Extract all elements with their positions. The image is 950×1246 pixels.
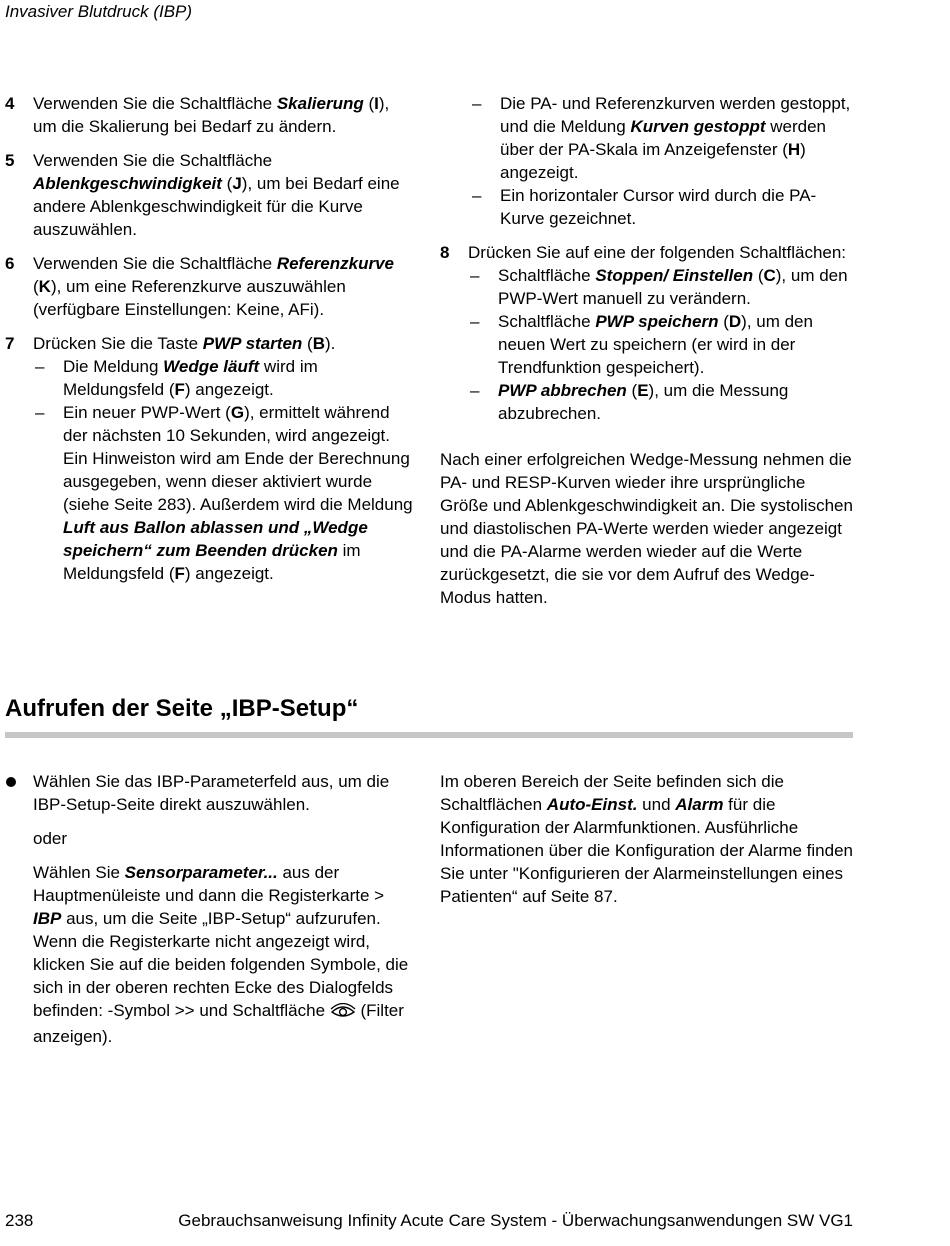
step-number: 6: [5, 254, 15, 273]
sub-item: – Ein neuer PWP-Wert (G), ermittelt während der nächsten 10 Sekunden, wird angezeigt. Ein Hinweiston wird am Ende der Berechnung ausgegeben, wenn dieser aktiviert wurde (siehe Seite 283). Außerdem wird die Meldung Luft aus Ballon ablassen und „Wedge speichern“ zum Beenden drücken im Meldungsfeld (F) angezeigt.: [35, 403, 413, 583]
step-number: 5: [5, 151, 15, 170]
left-column-steps: [5, 92, 417, 596]
step-text: Verwenden Sie die Schaltfläche Referenzkurve (K), um eine Referenzkurve auszuwählen (verfügbare Einstellungen: Keine, AFi).: [33, 254, 394, 319]
sub-item: – Die PA- und Referenzkurven werden gestoppt, und die Meldung Kurven gestoppt werden über der PA-Skala im Anzeigefenster (H) angezeigt.: [472, 94, 851, 182]
step-number: 4: [5, 94, 15, 113]
double-chevron-icon: >>: [174, 1001, 195, 1020]
step-number: 8: [440, 243, 450, 262]
bullet-item: Wählen Sie das IBP-Parameterfeld aus, um die IBP-Setup-Seite direkt auszuwählen.: [5, 770, 417, 816]
alarm-config-paragraph: Im oberen Bereich der Seite befinden sich die Schaltflächen Auto-Einst. und Alarm für die Konfiguration der Alarmfunktionen. Ausführliche Informationen über die Konfiguration der Alarme finden Sie unter "Konfigurieren der Alarmeinstellungen eines Patienten“ auf Seite 87.: [440, 772, 853, 906]
step-text: Verwenden Sie die Schaltfläche Skalierung (I), um die Skalierung bei Bedarf zu ändern.: [33, 94, 390, 136]
left-column-setup: [5, 770, 417, 1048]
wedge-result-paragraph: Nach einer erfolgreichen Wedge-Messung nehmen die PA- und RESP-Kurven wieder ihre ursprüngliche Größe und Ablenkgeschwindigkeit an. Die systolischen und diastolischen PA-Werte werden wieder angezeigt und die PA-Alarme werden wieder auf die Werte zurückgesetzt, die sie vor dem Aufruf des Wedge-Modus hatten.: [440, 450, 853, 607]
section-heading: Aufrufen der Seite „IBP-Setup“: [5, 695, 359, 722]
section-divider: [5, 732, 853, 738]
footer-document-title: Gebrauchsanweisung Infinity Acute Care System - Überwachungsanwendungen SW VG1: [178, 1211, 853, 1230]
running-header: Invasiver Blutdruck (IBP): [5, 2, 193, 21]
step-6: [5, 252, 417, 321]
page-number: 238: [5, 1211, 34, 1230]
oder-text: oder: [33, 829, 68, 848]
bullet-icon: [5, 770, 33, 816]
right-column-steps: [440, 92, 855, 620]
right-column-setup: [440, 770, 855, 908]
sub-item: – Schaltfläche PWP speichern (D), um den neuen Wert zu speichern (er wird in der Trendfunktion gespeichert).: [470, 312, 813, 377]
step-8: [440, 241, 855, 425]
step-4: [5, 92, 417, 138]
setup-instructions: Wählen Sie Sensorparameter... aus der Hauptmenüleiste und dann die Registerkarte > IBP aus, um die Seite „IBP-Setup“ aufzurufen. Wenn die Registerkarte nicht angezeigt wird, klicken Sie auf die beiden folgenden Symbole, die sich in der oberen rechten Ecke des Dialogfelds befinden: -Symbol >> und Schaltfläche (Filter anzeigen).: [33, 863, 409, 1046]
eye-icon: [330, 1002, 356, 1025]
sub-item: – Ein horizontaler Cursor wird durch die PA-Kurve gezeichnet.: [472, 186, 817, 228]
step-text: Drücken Sie die Taste PWP starten (B). – Die Meldung Wedge läuft wird im Meldungsfeld (F) angezeigt. – Ein neuer PWP-Wert (G), ermittelt während der nächsten 10 Sekunden, wird angezeigt. Ein Hinweiston wird am Ende der Berechnung ausgegeben, wenn dieser aktiviert wurde (siehe Seite 283). Außerdem wird die Meldung Luft aus Ballon ablassen und „Wedge speichern“ zum Beenden drücken im Meldungsfeld (F) angezeigt.: [33, 332, 417, 585]
step-text: Verwenden Sie die Schaltfläche Ablenkgeschwindigkeit (J), um bei Bedarf eine andere Ablenkgeschwindigkeit für die Kurve auszuwählen.: [33, 151, 400, 239]
step-number: 7: [5, 334, 15, 353]
sub-item: – PWP abbrechen (E), um die Messung abzubrechen.: [470, 381, 789, 423]
sub-item: – Schaltfläche Stoppen/ Einstellen (C), um den PWP-Wert manuell zu verändern.: [470, 266, 848, 308]
step-text: Drücken Sie auf eine der folgenden Schaltflächen: – Schaltfläche Stoppen/ Einstellen (C), um den PWP-Wert manuell zu verändern. – Schaltfläche PWP speichern (D), um den neuen Wert zu speichern (er wird in der Trendfunktion gespeichert). – PWP abbrechen (E), um die Messung abzubrechen.: [468, 241, 855, 425]
step-5: [5, 149, 417, 241]
step-7: [5, 332, 417, 585]
sub-item: – Die Meldung Wedge läuft wird im Meldungsfeld (F) angezeigt.: [35, 357, 318, 399]
